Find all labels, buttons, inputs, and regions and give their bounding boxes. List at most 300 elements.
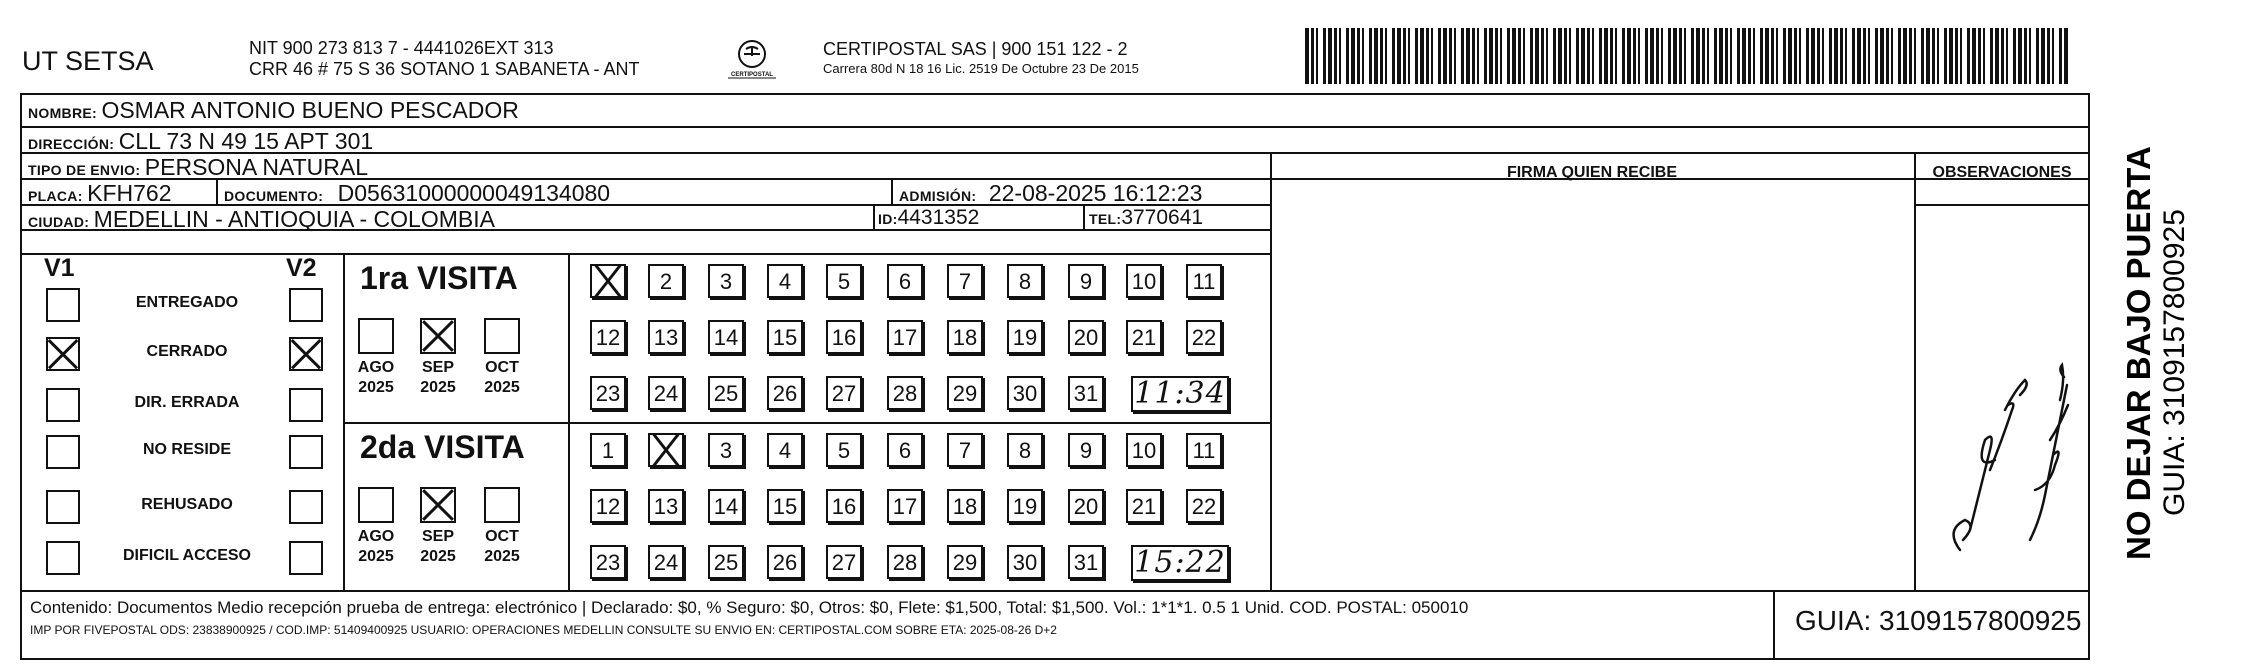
id-value: 4431352 bbox=[897, 206, 980, 229]
side-notice bbox=[2090, 120, 2240, 660]
month-label bbox=[346, 527, 406, 567]
admision-label: ADMISIÓN: bbox=[899, 188, 977, 204]
barcode-bar bbox=[1794, 28, 1797, 84]
tipo-envio-label: TIPO DE ENVIO: bbox=[28, 162, 141, 178]
month-checkbox[interactable] bbox=[420, 487, 456, 523]
barcode-bar bbox=[1714, 28, 1717, 84]
barcode-bar bbox=[1599, 28, 1602, 84]
day-box[interactable]: 24 bbox=[648, 545, 684, 579]
col-divider bbox=[873, 204, 875, 229]
day-box[interactable]: 4 bbox=[767, 433, 803, 467]
day-box[interactable]: 21 bbox=[1126, 320, 1162, 354]
v1-checkbox[interactable] bbox=[46, 490, 80, 524]
barcode-bar bbox=[1500, 28, 1502, 84]
certipostal-block bbox=[823, 38, 1139, 78]
day-box[interactable]: 27 bbox=[826, 376, 862, 410]
tel-value: 3770641 bbox=[1121, 206, 1204, 229]
v1-checkbox[interactable] bbox=[46, 435, 80, 469]
day-box[interactable]: 30 bbox=[1007, 376, 1043, 410]
barcode-bar bbox=[1541, 28, 1544, 84]
barcode-bar bbox=[1311, 28, 1314, 84]
status-label: ENTREGADO bbox=[135, 294, 239, 311]
barcode-bar bbox=[1507, 28, 1510, 84]
barcode-bar bbox=[1622, 28, 1625, 84]
v1-checkbox[interactable] bbox=[46, 541, 80, 575]
barcode-bar bbox=[1760, 28, 1763, 84]
day-box[interactable]: 26 bbox=[767, 545, 803, 579]
day-box[interactable]: 20 bbox=[1068, 489, 1104, 523]
barcode-bar bbox=[1891, 28, 1893, 84]
barcode-bar bbox=[1420, 28, 1424, 84]
barcode-bar bbox=[1530, 28, 1533, 84]
day-box[interactable]: 11 bbox=[1186, 264, 1222, 298]
barcode-bar bbox=[1454, 28, 1456, 84]
month-label bbox=[472, 527, 532, 567]
barcode-bar bbox=[1776, 28, 1778, 84]
barcode-bar bbox=[1638, 28, 1640, 84]
barcode-bar bbox=[1592, 28, 1594, 84]
barcode-bar bbox=[1730, 28, 1732, 84]
barcode-bar bbox=[1845, 28, 1847, 84]
day-box[interactable]: 31 bbox=[1068, 545, 1104, 579]
day-box[interactable]: 8 bbox=[1007, 264, 1043, 298]
barcode-bar bbox=[1972, 28, 1976, 84]
barcode-bar bbox=[1472, 28, 1475, 84]
barcode-bar bbox=[1868, 28, 1870, 84]
nombre-label: NOMBRE: bbox=[28, 105, 97, 121]
barcode-bar bbox=[1707, 28, 1709, 84]
barcode-bar bbox=[1645, 28, 1648, 84]
day-box[interactable]: 3 bbox=[708, 264, 744, 298]
day-box[interactable]: 17 bbox=[887, 489, 923, 523]
visit-title: 1ra VISITA bbox=[360, 260, 518, 296]
v1-checkbox[interactable] bbox=[46, 337, 80, 371]
barcode-bar bbox=[2052, 28, 2054, 84]
day-box[interactable]: 4 bbox=[767, 264, 803, 298]
placa-value: KFH762 bbox=[87, 180, 172, 206]
firma-header: FIRMA QUIEN RECIBE bbox=[1506, 164, 1678, 181]
ciudad-cell bbox=[28, 206, 495, 233]
barcode-bar bbox=[1633, 28, 1636, 84]
day-box[interactable]: 26 bbox=[767, 376, 803, 410]
company-nit-line: NIT 900 273 813 7 - 4441026EXT 313 bbox=[249, 38, 554, 58]
day-box[interactable]: 19 bbox=[1007, 489, 1043, 523]
month-year: 2025 bbox=[358, 548, 394, 565]
barcode-bar bbox=[1316, 28, 1318, 84]
barcode-bar bbox=[1558, 28, 1562, 84]
certipostal-logo-icon bbox=[722, 34, 782, 90]
month-label bbox=[408, 358, 468, 398]
barcode-bar bbox=[1886, 28, 1889, 84]
handwritten-signature-icon bbox=[1920, 290, 2090, 570]
day-box[interactable]: 18 bbox=[947, 320, 983, 354]
month-year: 2025 bbox=[484, 548, 520, 565]
barcode-bar bbox=[1822, 28, 1824, 84]
day-box[interactable]: 28 bbox=[887, 376, 923, 410]
barcode-bar bbox=[1944, 28, 1947, 84]
status-label: CERRADO bbox=[146, 343, 228, 360]
barcode-bar bbox=[1328, 28, 1332, 84]
month-label bbox=[346, 358, 406, 398]
barcode-bar bbox=[1880, 28, 1884, 84]
day-box[interactable]: 22 bbox=[1186, 320, 1222, 354]
status-label: NO RESIDE bbox=[142, 441, 231, 458]
day-box[interactable]: 9 bbox=[1068, 433, 1104, 467]
barcode-bar bbox=[1535, 28, 1539, 84]
day-box[interactable]: 16 bbox=[826, 489, 862, 523]
month-name: AGO bbox=[357, 359, 395, 376]
day-box[interactable]: 21 bbox=[1126, 489, 1162, 523]
footer-divider bbox=[20, 590, 2090, 592]
barcode-bar bbox=[1799, 28, 1801, 84]
month-name: SEP bbox=[421, 528, 454, 545]
barcode-bar bbox=[1604, 28, 1608, 84]
barcode-bar bbox=[1610, 28, 1613, 84]
day-box[interactable]: 3 bbox=[708, 433, 744, 467]
visit-time: 11:34 bbox=[1131, 376, 1229, 412]
day-box[interactable]: 12 bbox=[590, 489, 626, 523]
barcode-bar bbox=[1673, 28, 1677, 84]
v2-checkbox[interactable] bbox=[289, 337, 323, 371]
barcode-bar bbox=[1523, 28, 1525, 84]
barcode-bar bbox=[1967, 28, 1970, 84]
day-box[interactable]: 14 bbox=[708, 320, 744, 354]
day-box[interactable]: 31 bbox=[1068, 376, 1104, 410]
direccion-value: CLL 73 N 49 15 APT 301 bbox=[118, 128, 374, 154]
barcode-bar bbox=[1753, 28, 1755, 84]
barcode-bar bbox=[2064, 28, 2068, 84]
barcode-bar bbox=[1627, 28, 1631, 84]
footer-contents: Contenido: Documentos Medio recepción prueba de entrega: electrónico | Declarado: $0, % Seguro: $0, Otros: $0, Flete: $1,500, Total: $1,500. Vol.: 1*1*1. 0.5 1 Unid. COD. POSTAL: 050010 bbox=[30, 598, 1469, 617]
barcode-bar bbox=[1806, 28, 1809, 84]
month-year: 2025 bbox=[484, 379, 520, 396]
nombre-value: OSMAR ANTONIO BUENO PESCADOR bbox=[101, 97, 519, 123]
v2-label: V2 bbox=[286, 254, 317, 282]
barcode-bar bbox=[1771, 28, 1774, 84]
direccion-row bbox=[28, 128, 373, 155]
barcode-bar bbox=[1392, 28, 1395, 84]
row-divider bbox=[20, 253, 1270, 255]
barcode-bar bbox=[1397, 28, 1401, 84]
documento-cell bbox=[224, 180, 610, 207]
barcode-bar bbox=[1765, 28, 1769, 84]
company-address-line: CRR 46 # 75 S 36 SOTANO 1 SABANETA - ANT bbox=[249, 59, 640, 79]
col-divider bbox=[1914, 152, 1916, 590]
day-box[interactable]: 19 bbox=[1007, 320, 1043, 354]
barcode-bar bbox=[1909, 28, 1912, 84]
barcode-bar bbox=[1403, 28, 1406, 84]
barcode-bar bbox=[2018, 28, 2022, 84]
guia-number: GUIA: 3109157800925 bbox=[1795, 605, 2082, 636]
visit-time: 15:22 bbox=[1131, 545, 1229, 581]
day-box[interactable]: 1 bbox=[590, 433, 626, 467]
barcode-bar bbox=[1926, 28, 1930, 84]
barcode-bar bbox=[1949, 28, 1953, 84]
month-year: 2025 bbox=[420, 379, 456, 396]
month-label bbox=[472, 358, 532, 398]
month-checkbox[interactable] bbox=[420, 318, 456, 354]
col-divider bbox=[216, 178, 218, 204]
documento-label: DOCUMENTO: bbox=[224, 188, 324, 204]
day-box[interactable]: 25 bbox=[708, 376, 744, 410]
barcode-bar bbox=[1719, 28, 1723, 84]
day-box[interactable]: 13 bbox=[648, 489, 684, 523]
barcode-bar bbox=[1546, 28, 1548, 84]
barcode-bar bbox=[1691, 28, 1694, 84]
company-nit-block bbox=[249, 38, 639, 80]
barcode-bar bbox=[1650, 28, 1654, 84]
barcode-bar bbox=[1978, 28, 1981, 84]
tipo-envio-row bbox=[28, 154, 368, 181]
col-divider bbox=[1773, 590, 1775, 660]
barcode-bar bbox=[1466, 28, 1470, 84]
barcode-bar bbox=[1840, 28, 1843, 84]
barcode-bar bbox=[2024, 28, 2027, 84]
barcode-bar bbox=[1817, 28, 1820, 84]
barcode-bar bbox=[1937, 28, 1939, 84]
v2-checkbox[interactable] bbox=[289, 288, 323, 322]
barcode-bar bbox=[1576, 28, 1579, 84]
barcode-bar bbox=[1788, 28, 1792, 84]
month-year: 2025 bbox=[358, 379, 394, 396]
day-box[interactable]: 15 bbox=[767, 489, 803, 523]
barcode-bar bbox=[1668, 28, 1671, 84]
day-box[interactable]: 23 bbox=[590, 545, 626, 579]
day-box[interactable]: 7 bbox=[947, 433, 983, 467]
day-box[interactable]: 17 bbox=[887, 320, 923, 354]
barcode-bar bbox=[1339, 28, 1341, 84]
month-name: OCT bbox=[485, 359, 519, 376]
day-box[interactable]: 27 bbox=[826, 545, 862, 579]
barcode-bar bbox=[1725, 28, 1728, 84]
day-box[interactable]: 29 bbox=[947, 545, 983, 579]
barcode bbox=[1305, 28, 2070, 84]
barcode-bar bbox=[1564, 28, 1567, 84]
barcode-bar bbox=[1518, 28, 1521, 84]
barcode-bar bbox=[1581, 28, 1585, 84]
day-box[interactable]: 5 bbox=[826, 264, 862, 298]
day-box[interactable]: 16 bbox=[826, 320, 862, 354]
id-cell bbox=[878, 206, 979, 230]
visit-title: 2da VISITA bbox=[360, 429, 525, 465]
barcode-bar bbox=[1553, 28, 1556, 84]
barcode-bar bbox=[1305, 28, 1309, 84]
status-label: REHUSADO bbox=[141, 496, 233, 513]
observaciones-header: OBSERVACIONES bbox=[1932, 164, 2072, 181]
barcode-bar bbox=[2059, 28, 2062, 84]
barcode-bar bbox=[1960, 28, 1962, 84]
barcode-bar bbox=[1380, 28, 1383, 84]
barcode-bar bbox=[1898, 28, 1901, 84]
footer-print-info: IMP POR FIVEPOSTAL ODS: 23838900925 / COD.IMP: 51409400925 USUARIO: OPERACIONES MEDELLIN CONSULTE SU ENVIO EN: CERTIPOSTAL.COM SOBRE ETA: 2025-08-26 D+2 bbox=[30, 623, 1057, 637]
status-label: DIR. ERRADA bbox=[134, 394, 240, 411]
barcode-bar bbox=[1661, 28, 1663, 84]
v2-checkbox[interactable] bbox=[289, 435, 323, 469]
barcode-bar bbox=[2029, 28, 2031, 84]
col-divider bbox=[1083, 204, 1085, 229]
barcode-bar bbox=[1656, 28, 1659, 84]
barcode-bar bbox=[1696, 28, 1700, 84]
day-box[interactable]: 13 bbox=[648, 320, 684, 354]
ciudad-label: CIUDAD: bbox=[28, 214, 90, 230]
barcode-bar bbox=[1914, 28, 1916, 84]
barcode-bar bbox=[1748, 28, 1751, 84]
month-year: 2025 bbox=[420, 548, 456, 565]
company-name: UT SETSA bbox=[22, 46, 154, 76]
visit-divider bbox=[343, 422, 1270, 424]
month-checkbox[interactable] bbox=[484, 487, 520, 523]
day-box[interactable]: 7 bbox=[947, 264, 983, 298]
v2-checkbox[interactable] bbox=[289, 388, 323, 422]
day-box[interactable]: 24 bbox=[648, 376, 684, 410]
month-name: AGO bbox=[357, 528, 395, 545]
col-divider bbox=[891, 178, 893, 204]
day-box[interactable]: 10 bbox=[1126, 264, 1162, 298]
barcode-bar bbox=[1829, 28, 1832, 84]
barcode-bar bbox=[1587, 28, 1590, 84]
side-no-dejar-text: NO DEJAR BAJO PUERTA bbox=[2120, 146, 2157, 560]
barcode-bar bbox=[1431, 28, 1433, 84]
logo-caption: CERTIPOSTAL bbox=[731, 72, 773, 78]
barcode-bar bbox=[1834, 28, 1838, 84]
month-checkbox[interactable] bbox=[484, 318, 520, 354]
barcode-bar bbox=[1684, 28, 1686, 84]
day-box[interactable]: 20 bbox=[1068, 320, 1104, 354]
barcode-bar bbox=[1875, 28, 1878, 84]
day-box[interactable]: 18 bbox=[947, 489, 983, 523]
barcode-bar bbox=[1903, 28, 1907, 84]
v2-checkbox[interactable] bbox=[289, 490, 323, 524]
direccion-label: DIRECCIÓN: bbox=[28, 136, 115, 152]
barcode-bar bbox=[1679, 28, 1682, 84]
barcode-bar bbox=[1449, 28, 1452, 84]
barcode-bar bbox=[1742, 28, 1746, 84]
barcode-bar bbox=[1426, 28, 1429, 84]
ciudad-value: MEDELLIN - ANTIOQUIA - COLOMBIA bbox=[93, 206, 495, 232]
day-box[interactable]: 30 bbox=[1007, 545, 1043, 579]
barcode-bar bbox=[1408, 28, 1410, 84]
barcode-bar bbox=[1351, 28, 1355, 84]
barcode-bar bbox=[1932, 28, 1935, 84]
day-box[interactable]: 6 bbox=[887, 433, 923, 467]
month-name: SEP bbox=[421, 359, 454, 376]
day-box[interactable]: 15 bbox=[767, 320, 803, 354]
barcode-bar bbox=[1484, 28, 1487, 84]
documento-value: D05631000000049134080 bbox=[337, 180, 611, 206]
barcode-bar bbox=[2036, 28, 2039, 84]
barcode-bar bbox=[1955, 28, 1958, 84]
barcode-bar bbox=[1702, 28, 1705, 84]
barcode-bar bbox=[1615, 28, 1617, 84]
barcode-bar bbox=[1983, 28, 1985, 84]
v1-label: V1 bbox=[44, 254, 75, 282]
day-box[interactable]: 10 bbox=[1126, 433, 1162, 467]
barcode-bar bbox=[1323, 28, 1326, 84]
barcode-bar bbox=[1990, 28, 1993, 84]
barcode-bar bbox=[1374, 28, 1378, 84]
barcode-bar bbox=[1737, 28, 1740, 84]
barcode-bar bbox=[1783, 28, 1786, 84]
barcode-bar bbox=[1369, 28, 1372, 84]
barcode-bar bbox=[1357, 28, 1360, 84]
barcode-bar bbox=[1346, 28, 1349, 84]
barcode-bar bbox=[2001, 28, 2004, 84]
day-box[interactable]: 23 bbox=[590, 376, 626, 410]
tipo-envio-value: PERSONA NATURAL bbox=[144, 154, 369, 180]
day-box[interactable]: 12 bbox=[590, 320, 626, 354]
barcode-bar bbox=[2047, 28, 2050, 84]
side-guia-text: GUIA: 3109157800925 bbox=[2158, 209, 2191, 516]
id-label: ID: bbox=[878, 211, 898, 227]
day-box[interactable]: 28 bbox=[887, 545, 923, 579]
barcode-bar bbox=[1512, 28, 1516, 84]
admision-cell bbox=[899, 180, 1202, 207]
nombre-row bbox=[28, 97, 519, 124]
month-name: OCT bbox=[485, 528, 519, 545]
day-box[interactable]: 5 bbox=[826, 433, 862, 467]
v2-checkbox[interactable] bbox=[289, 541, 323, 575]
day-box[interactable]: 8 bbox=[1007, 433, 1043, 467]
tel-label: TEL: bbox=[1089, 211, 1122, 227]
month-checkbox[interactable] bbox=[358, 487, 394, 523]
certipostal-address-line: Carrera 80d N 18 16 Lic. 2519 De Octubre 23 De 2015 bbox=[823, 61, 1139, 76]
admision-value: 22-08-2025 16:12:23 bbox=[988, 180, 1203, 206]
barcode-bar bbox=[1477, 28, 1479, 84]
day-box[interactable]: 9 bbox=[1068, 264, 1104, 298]
day-box[interactable]: 11 bbox=[1186, 433, 1222, 467]
day-box[interactable] bbox=[590, 264, 626, 298]
barcode-bar bbox=[1489, 28, 1493, 84]
barcode-bar bbox=[1443, 28, 1447, 84]
barcode-bar bbox=[2006, 28, 2008, 84]
barcode-bar bbox=[1495, 28, 1498, 84]
v1-checkbox[interactable] bbox=[46, 388, 80, 422]
tel-cell bbox=[1089, 206, 1203, 230]
barcode-bar bbox=[1863, 28, 1866, 84]
barcode-bar bbox=[1995, 28, 1999, 84]
col-divider bbox=[1270, 152, 1272, 590]
placa-label: PLACA: bbox=[28, 188, 83, 204]
day-box[interactable]: 22 bbox=[1186, 489, 1222, 523]
day-box[interactable]: 29 bbox=[947, 376, 983, 410]
day-box[interactable]: 25 bbox=[708, 545, 744, 579]
status-label: DIFICIL ACCESO bbox=[122, 547, 251, 564]
placa-cell bbox=[28, 180, 172, 207]
day-box[interactable]: 14 bbox=[708, 489, 744, 523]
barcode-bar bbox=[1852, 28, 1855, 84]
day-box[interactable] bbox=[648, 433, 684, 467]
barcode-bar bbox=[1334, 28, 1337, 84]
v1-checkbox[interactable] bbox=[46, 288, 80, 322]
barcode-bar bbox=[1438, 28, 1441, 84]
barcode-bar bbox=[2013, 28, 2016, 84]
barcode-bar bbox=[1385, 28, 1387, 84]
barcode-bar bbox=[1857, 28, 1861, 84]
barcode-bar bbox=[1415, 28, 1418, 84]
barcode-bar bbox=[1811, 28, 1815, 84]
day-box[interactable]: 2 bbox=[648, 264, 684, 298]
month-label bbox=[408, 527, 468, 567]
month-checkbox[interactable] bbox=[358, 318, 394, 354]
barcode-bar bbox=[1461, 28, 1464, 84]
barcode-bar bbox=[2041, 28, 2045, 84]
day-box[interactable]: 6 bbox=[887, 264, 923, 298]
row-divider bbox=[1914, 204, 2090, 206]
barcode-bar bbox=[1921, 28, 1924, 84]
certipostal-nit-line: CERTIPOSTAL SAS | 900 151 122 - 2 bbox=[823, 39, 1128, 59]
barcode-bar bbox=[1569, 28, 1571, 84]
barcode-bar bbox=[1362, 28, 1364, 84]
